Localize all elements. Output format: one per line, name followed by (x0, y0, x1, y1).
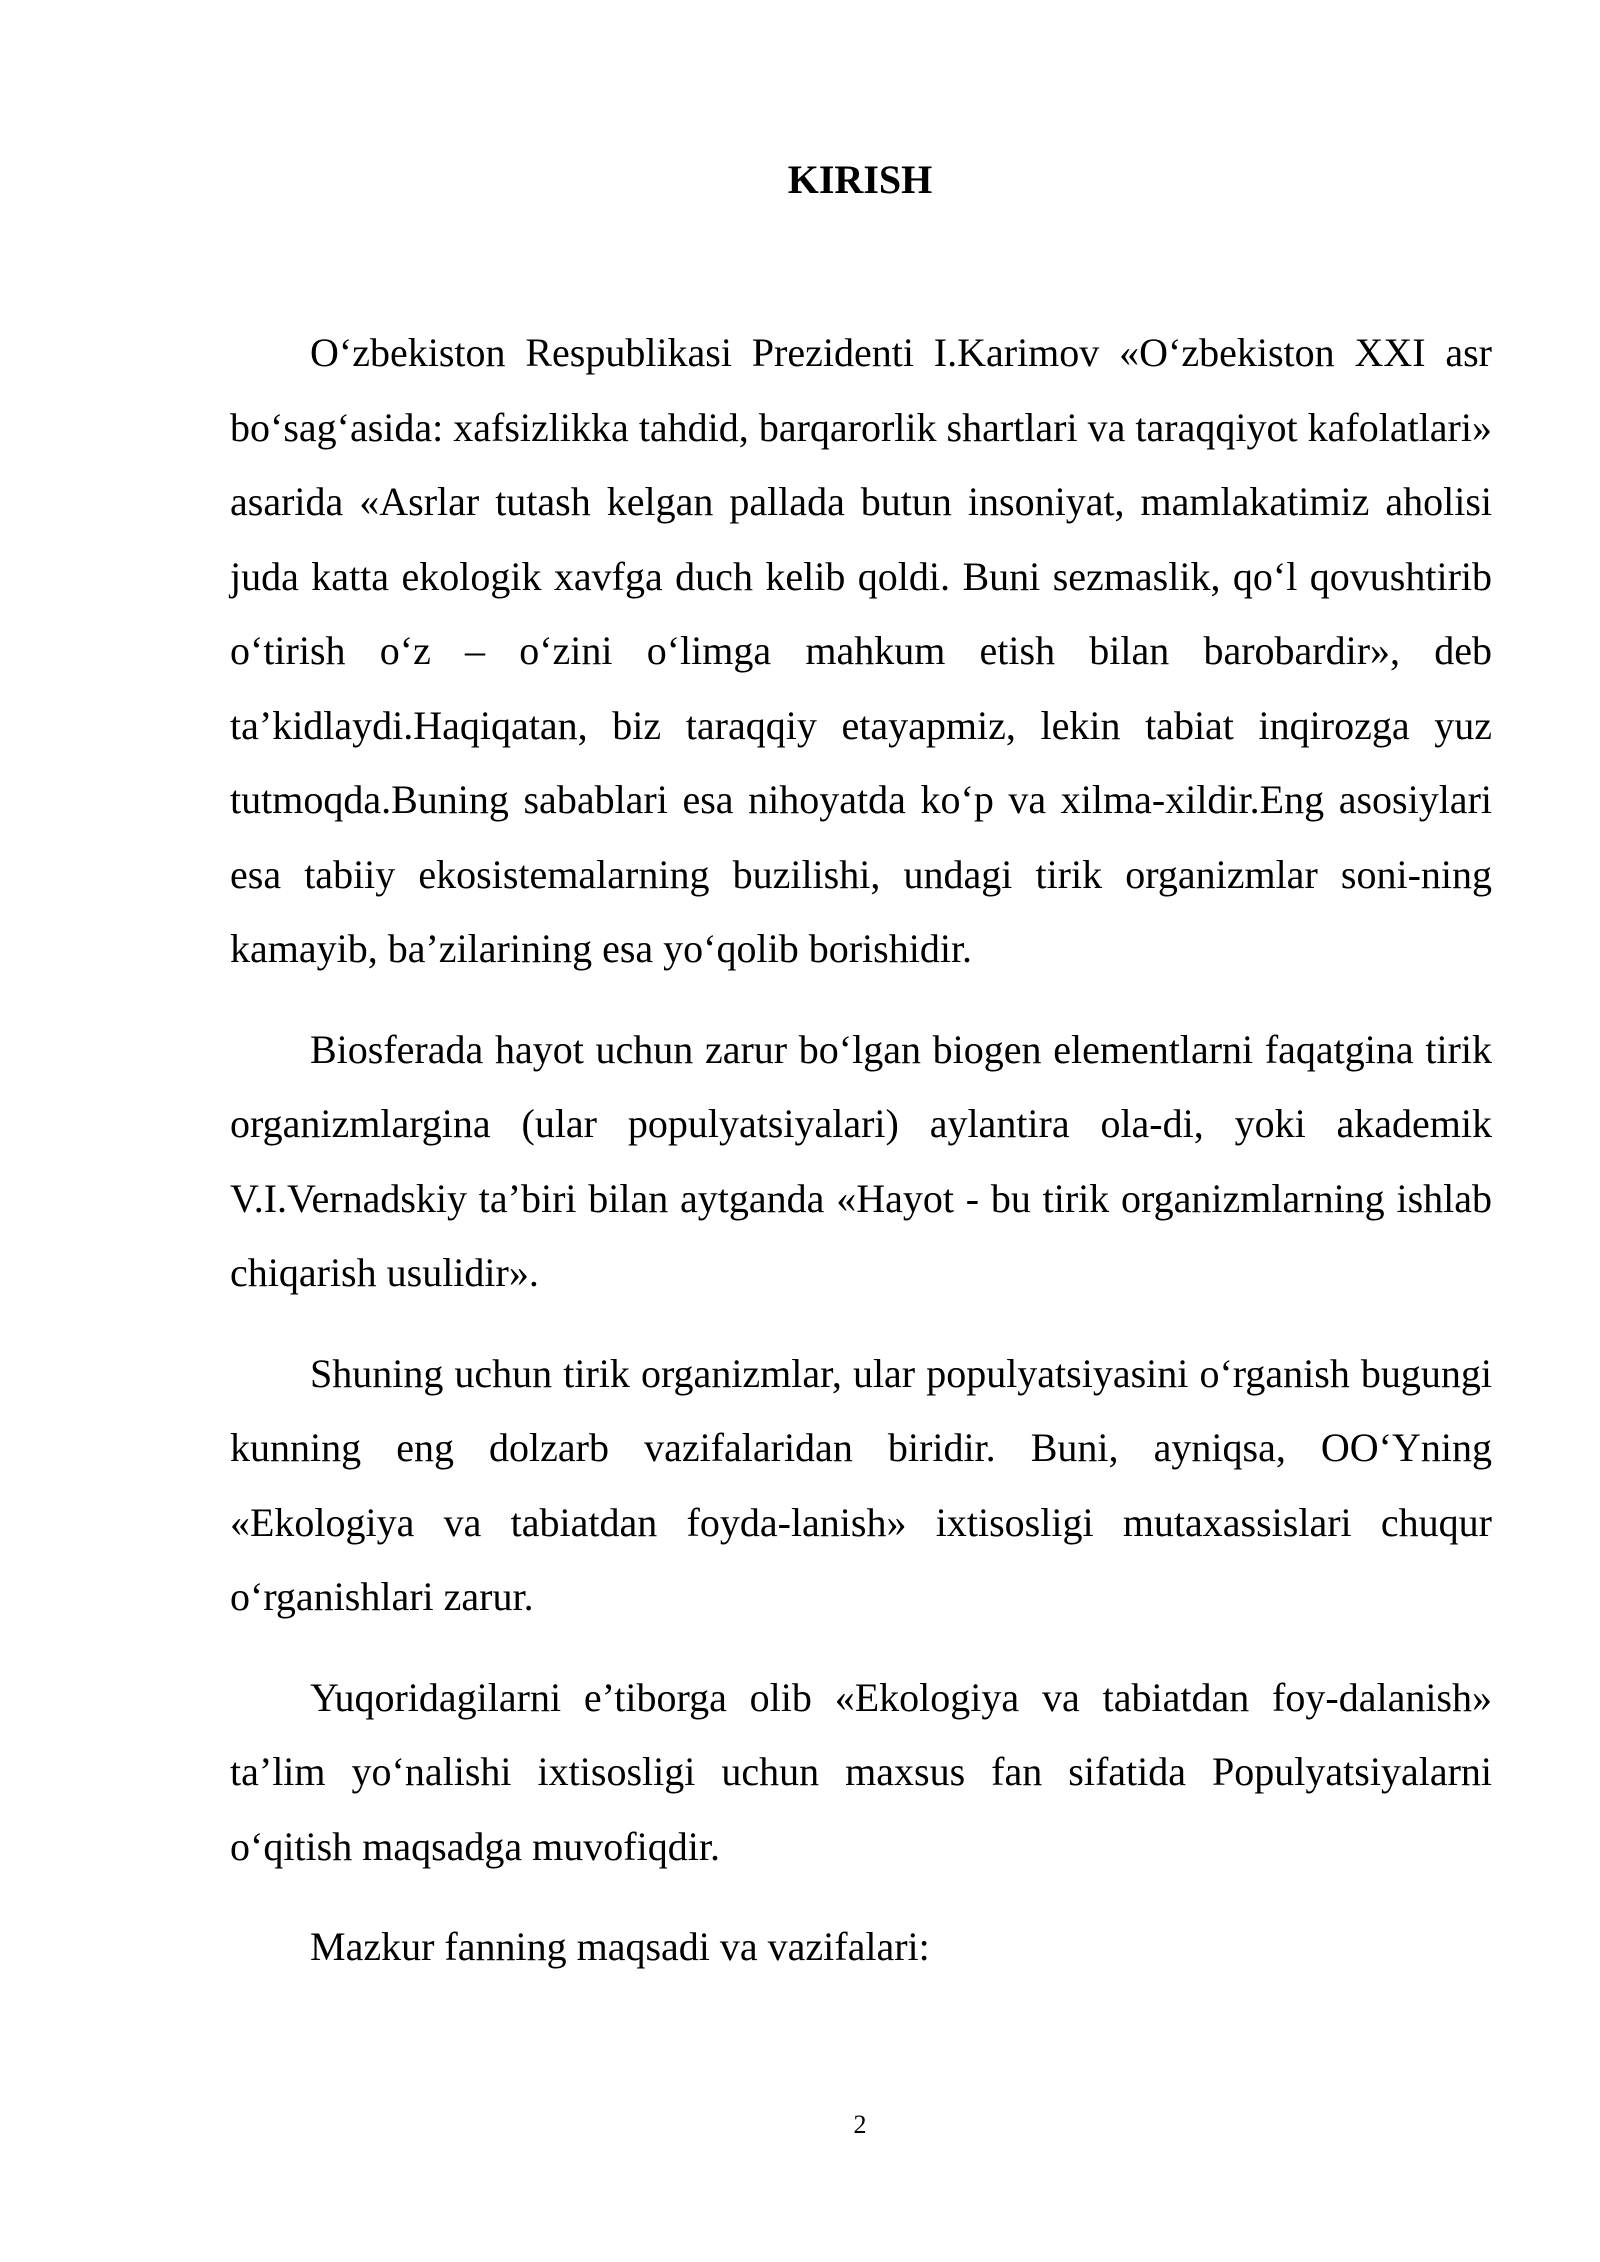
document-body (230, 316, 1492, 2011)
paragraph-2: Biosferada hayot uchun zarur bo‘lgan biogen elementlarni faqatgina tirik organizmlargina (ular populyatsiyalari) aylantira ola-di, yoki akademik V.I.Vernadskiy ta’biri bilan aytganda «Hayot - bu tirik organizmlarning ishlab chiqarish usulidir». (230, 1026, 1492, 1295)
page-number: 2 (853, 2110, 867, 2139)
paragraph-5: Mazkur fanning maqsadi va vazifalari: (310, 1924, 930, 1969)
paragraph-4: Yuqoridagilarni e’tiborga olib «Ekologiya va tabiatdan foy-dalanish» ta’lim yo‘nalishi ixtisosligi uchun maxsus fan sifatida Populyatsiyalarni o‘qitish maqsadga muvofiqdir. (230, 1674, 1492, 1869)
paragraph-1: O‘zbekiston Respublikasi Prezidenti I.Karimov «O‘zbekiston XXI asr bo‘sag‘asida: xafsizlikka tahdid, barqarorlik shartlari va taraqqiyot kafolatlari» asarida «Asrlar tutash kelgan pallada butun insoniyat, mamlakatimiz aholisi juda katta ekologik xavfga duch kelib qoldi. Buni sezmaslik, qo‘l qovushtirib o‘tirish o‘z – o‘zini o‘limga mahkum etish bilan barobardir», deb ta’kidlaydi.Haqiqatan, biz taraqqiy etayapmiz, lekin tabiat inqirozga yuz tutmoqda.Buning sabablari esa nihoyatda ko‘p va xilma-xildir.Eng asosiylari esa tabiiy ekosistemalarning buzilishi, undagi tirik organizmlar soni-ning kamayib, ba’zilarining esa yo‘qolib borishidir. (230, 330, 1492, 971)
paragraph-3: Shuning uchun tirik organizmlar, ular populyatsiyasini o‘rganish bugungi kunning eng dolzarb vazifalaridan biridir. Buni, ayniqsa, OO‘Yning «Ekologiya va tabiatdan foyda-lanish» ixtisosligi mutaxassislari chuqur o‘rganishlari zarur. (230, 1350, 1492, 1619)
page-title: KIRISH (787, 157, 933, 202)
